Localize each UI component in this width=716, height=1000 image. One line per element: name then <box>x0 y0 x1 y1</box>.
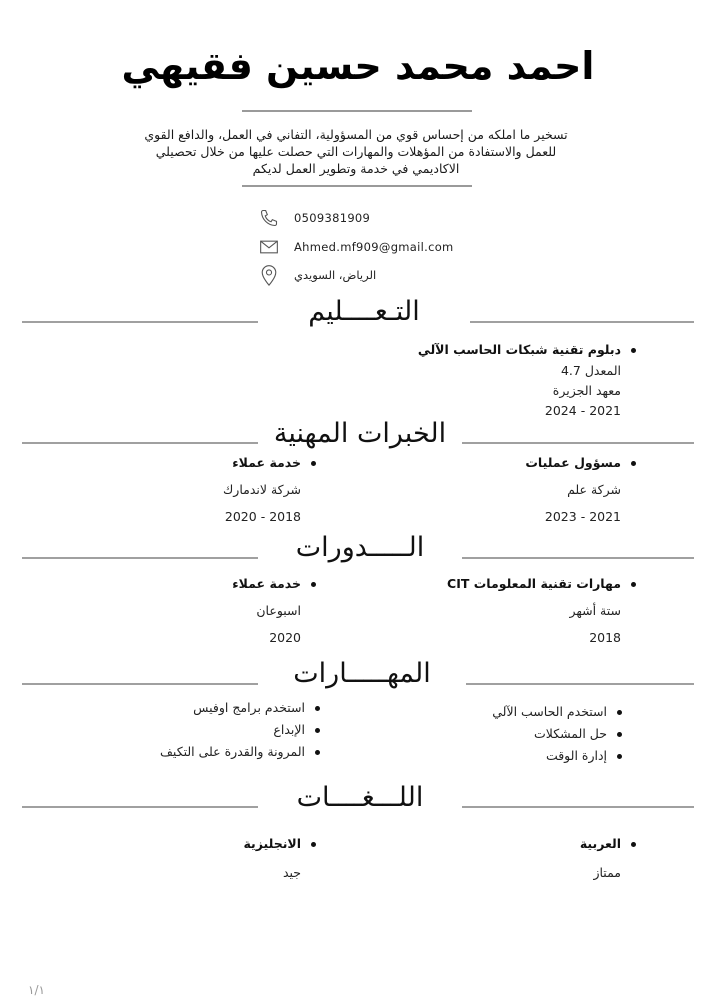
bullet <box>315 706 320 711</box>
location-pin-icon <box>258 264 280 286</box>
bullet <box>617 732 622 737</box>
experience-item <box>525 455 636 524</box>
section-title-languages: اللـــغــــات <box>296 782 424 813</box>
bullet <box>631 582 636 587</box>
candidate-name: احمد محمد حسين فقيهي <box>121 44 595 88</box>
education-degree: دبلوم تقنية شبكات الحاسب الآلي <box>417 342 621 357</box>
contact-location <box>258 264 376 286</box>
email-address[interactable]: Ahmed.mf909@gmail.com <box>294 240 454 254</box>
language-name: الانجليزية <box>243 836 301 851</box>
bullet <box>631 842 636 847</box>
section-line <box>462 557 694 559</box>
bullet <box>631 348 636 353</box>
name-divider <box>242 110 472 112</box>
job-company: شركة علم <box>567 482 621 497</box>
skill-item: استخدم الحاسب الآلي <box>492 704 622 726</box>
bullet <box>617 754 622 759</box>
education-gpa: المعدل 4.7 <box>560 363 621 378</box>
bullet <box>315 728 320 733</box>
section-line <box>22 557 258 559</box>
bullet <box>311 461 316 466</box>
bullet <box>311 842 316 847</box>
skills-list-left <box>160 700 320 766</box>
skill-item: الإبداع <box>160 722 320 744</box>
language-item <box>243 836 316 880</box>
section-line <box>22 806 258 808</box>
language-level: جيد <box>282 865 301 880</box>
bullet <box>311 582 316 587</box>
summary <box>110 126 602 177</box>
course-year: 2020 <box>269 630 301 645</box>
bullet <box>315 750 320 755</box>
section-title-courses: الـــــدورات <box>295 532 425 563</box>
summary-line: تسخير ما املكه من إحساس قوي من المسؤولية، التفاني في العمل، والدافع القوي <box>144 127 568 142</box>
summary-line: للعمل والاستفادة من المؤهلات والمهارات التي حصلت عليها من خلال تحصيلي <box>155 144 557 159</box>
education-item <box>418 342 636 418</box>
skill-item: حل المشكلات <box>492 726 622 748</box>
language-level: ممتاز <box>593 865 621 880</box>
course-title: مهارات تقنية المعلومات CIT <box>447 576 621 591</box>
section-line <box>462 806 694 808</box>
skill-item: استخدم برامج اوفيس <box>160 700 320 722</box>
experience-item <box>223 455 316 524</box>
section-title-education: التـعــــليم <box>308 296 420 327</box>
summary-line: الاكاديمي في خدمة وتطوير العمل لديكم <box>252 161 460 176</box>
course-duration: اسبوعان <box>256 603 301 618</box>
contact-email <box>258 236 454 258</box>
language-name: العربية <box>579 836 621 851</box>
job-years: 2021 - 2023 <box>544 509 621 524</box>
skills-list-right <box>492 704 622 770</box>
job-title: مسؤول عمليات <box>525 455 621 470</box>
location: الرياض، السويدي <box>294 268 377 282</box>
contact-phone <box>258 207 370 229</box>
section-line <box>22 442 258 444</box>
language-item <box>580 836 636 880</box>
skill-item: المرونة والقدرة على التكيف <box>160 744 320 766</box>
phone-icon <box>258 207 280 229</box>
education-institute: معهد الجزيرة <box>552 383 621 398</box>
section-line <box>462 442 694 444</box>
course-item <box>232 576 316 645</box>
education-title <box>418 342 636 357</box>
section-line <box>22 683 258 685</box>
bullet <box>631 461 636 466</box>
course-title: خدمة عملاء <box>232 576 301 591</box>
section-line <box>22 321 258 323</box>
job-years: 2018 - 2020 <box>224 509 301 524</box>
envelope-icon <box>258 236 280 258</box>
course-item <box>447 576 636 645</box>
job-company: شركة لاندمارك <box>222 482 301 497</box>
phone-number[interactable]: 0509381909 <box>294 211 371 225</box>
summary-divider <box>242 185 472 187</box>
section-title-experience: الخبرات المهنية <box>273 418 447 449</box>
bullet <box>617 710 622 715</box>
course-year: 2018 <box>589 630 621 645</box>
skill-item: إدارة الوقت <box>492 748 622 770</box>
page-number: ١/١ <box>28 983 45 997</box>
course-duration: ستة أشهر <box>569 603 621 618</box>
job-title: خدمة عملاء <box>232 455 301 470</box>
section-line <box>466 683 694 685</box>
education-years: 2021 - 2024 <box>544 403 621 418</box>
section-line <box>470 321 694 323</box>
section-title-skills: المهـــــارات <box>293 658 431 689</box>
